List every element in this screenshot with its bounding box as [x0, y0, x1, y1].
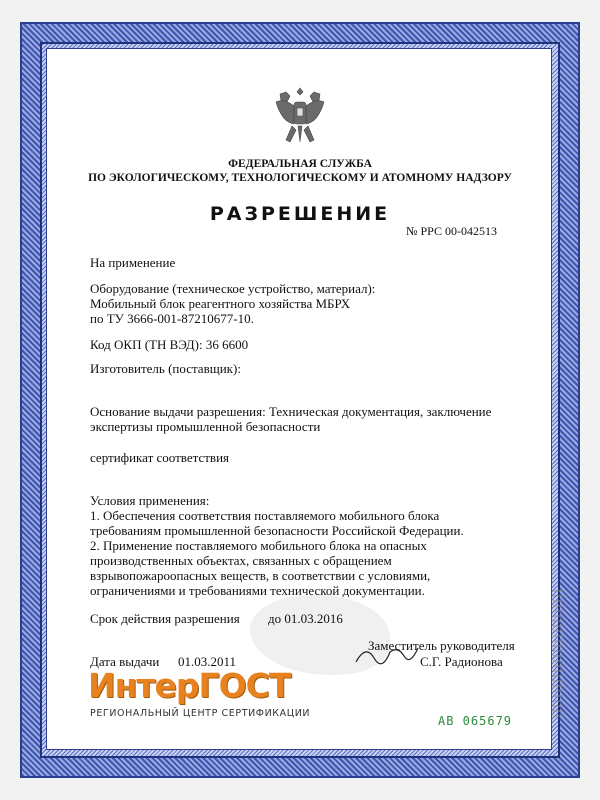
condition-line: требованиям промышленной безопасности Российской Федерации.	[90, 523, 464, 538]
logo-wordmark: ИнтерГОСТ	[88, 666, 291, 705]
signature-scribble	[352, 640, 422, 670]
basis-line: экспертизы промышленной безопасности	[90, 419, 321, 434]
agency-name-line1: ФЕДЕРАЛЬНАЯ СЛУЖБА	[228, 158, 372, 170]
conditions-title: Условия применения:	[90, 493, 210, 508]
agency-name-line2: ПО ЭКОЛОГИЧЕСКОМУ, ТЕХНОЛОГИЧЕСКОМУ И АТОМНОМУ НАДЗОРУ	[88, 172, 512, 184]
okp-code: Код ОКП (ТН ВЭД): 36 6600	[90, 337, 249, 352]
equipment-line: по ТУ 3666-001-87210677-10.	[90, 311, 254, 326]
equipment-line: Оборудование (техническое устройство, материал):	[90, 281, 376, 296]
condition-line: 1. Обеспечения соответствия поставляемого мобильного блока	[90, 508, 440, 523]
logo-tagline: РЕГИОНАЛЬНЫЙ ЦЕНТР СЕРТИФИКАЦИИ	[90, 706, 324, 722]
side-microprint	[553, 590, 563, 720]
basis-line: Основание выдачи разрешения: Техническая документация, заключение	[90, 404, 492, 419]
condition-line: производственных объектах, связанных с обращением	[90, 553, 392, 568]
document-title: РАЗРЕШЕНИЕ	[209, 203, 391, 225]
validity-label: Срок действия разрешения	[90, 611, 240, 626]
blank-serial-number: АВ 065679	[438, 714, 513, 728]
condition-line: ограничениями и требованиями технической документации.	[90, 583, 425, 598]
issue-date-value: 01.03.2011	[178, 654, 237, 669]
issue-date-label: Дата выдачи	[90, 654, 160, 669]
signatory-name: С.Г. Радионова	[420, 654, 503, 669]
equipment-line: Мобильный блок реагентного хозяйства МБРХ	[90, 296, 351, 311]
permit-number: № РРС 00-042513	[406, 224, 497, 238]
manufacturer-label: Изготовитель (поставщик):	[90, 361, 241, 376]
double-headed-eagle-emblem-icon	[272, 84, 328, 146]
intergost-logo	[88, 668, 324, 724]
condition-line: 2. Применение поставляемого мобильного блока на опасных	[90, 538, 427, 553]
certificate-label: сертификат соответствия	[90, 450, 230, 465]
signatory-position: Заместитель руководителя	[368, 638, 515, 653]
condition-line: взрывопожароопасных веществ, в соответствии с условиями,	[90, 568, 431, 583]
application-label: На применение	[90, 255, 176, 270]
validity-value: до 01.03.2016	[268, 611, 343, 626]
